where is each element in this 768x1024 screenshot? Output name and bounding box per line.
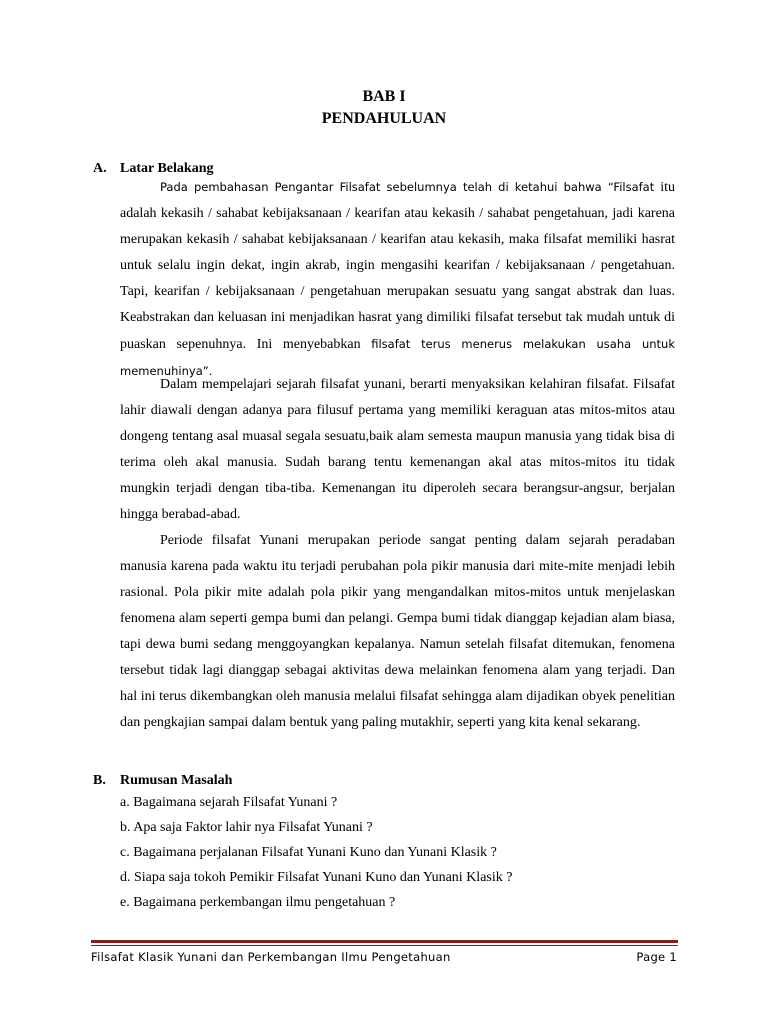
paragraph-1-intro: Pada pembahasan Pengantar Filsafat sebelumnya telah di ketahui bahwa “Filsafat — [160, 180, 655, 194]
list-item: b. Apa saja Faktor lahir nya Filsafat Yunani ? — [120, 820, 373, 835]
footer-page-number: Page 1 — [636, 950, 677, 964]
paragraph-1-body: itu adalah kekasih / sahabat kebijaksanaan / kearifan atau kekasih / sahabat pengetahuan, jadi karena merupakan kekasih / sahabat kebijaksanaan / kearifan atau kekasih, maka filsafat memiliki hasrat untuk selalu ingin dekat, ingin akrab, ingin mengasihi kearifan / kebijaksanaan / pengetahuan. Tapi, kearifan / kebijaksanaan / pengetahuan merupakan sesuatu yang sangat abstrak dan luas. Keabstrakan dan keluasan ini menjadikan hasrat yang dimiliki filsafat tersebut tak mudah untuk di puaskan sepenuhnya. Ini menyebabkan — [120, 180, 675, 352]
section-b-title: Rumusan Masalah — [120, 773, 233, 788]
list-item: e. Bagaimana perkembangan ilmu pengetahuan ? — [120, 895, 396, 910]
paragraph-3: Periode filsafat Yunani merupakan periode sangat penting dalam sejarah peradaban manusia karena pada waktu itu terjadi perubahan pola pikir manusia dari mite-mite menjadi lebih rasional. Pola pikir mite adalah pola pikir yang mengandalkan mitos-mitos untuk menjelaskan fenomena alam seperti gempa bumi dan pelangi. Gempa bumi tidak dianggap kejadian alam biasa, tapi dewa bumi sedang menggoyangkan kepalanya. Namun setelah filsafat ditemukan, fenomena tersebut tidak lagi dianggap sebagai aktivitas dewa melainkan fenomena alam yang terjadi. Dan hal ini terus dikembangkan oleh manusia melalui filsafat sehingga alam dijadikan obyek penelitian dan pengkajian sampai dalam bentuk yang paling mutakhir, seperti yang kita kenal sekarang. — [120, 533, 675, 730]
footer-document-title: Filsafat Klasik Yunani dan Perkembangan Ilmu Pengetahuan — [91, 950, 451, 964]
list-item: c. Bagaimana perjalanan Filsafat Yunani Kuno dan Yunani Klasik ? — [120, 845, 497, 860]
paragraph-1 — [120, 174, 675, 385]
section-b-letter: B. — [93, 773, 106, 788]
section-a-title: Latar Belakang — [120, 161, 214, 176]
paragraph-1-closing: filsafat terus menerus melakukan usaha untuk memenuhinya”. — [120, 337, 675, 378]
paragraph-2: Dalam mempelajari sejarah filsafat yunani, berarti menyaksikan kelahiran filsafat. Filsafat lahir diawali dengan adanya para filusuf pertama yang memiliki keraguan atas mitos-mitos atau dongeng tentang asal muasal segala sesuatu,baik alam semesta maupun manusia yang tidak bisa di terima oleh akal manusia. Sudah barang tentu kemenangan akal atas mitos-mitos itu tidak mungkin terjadi dengan tiba-tiba. Kemenangan itu diperoleh secara berangsur-angsur, berjalan hingga berabad-abad. — [120, 377, 675, 522]
chapter-number: BAB I — [362, 88, 406, 105]
footer-divider-thin — [91, 945, 678, 946]
section-a-letter: A. — [93, 161, 107, 176]
question-list — [120, 790, 680, 915]
list-item: a. Bagaimana sejarah Filsafat Yunani ? — [120, 795, 338, 810]
section-b-heading — [93, 772, 232, 790]
list-item: d. Siapa saja tokoh Pemikir Filsafat Yunani Kuno dan Yunani Klasik ? — [120, 870, 513, 885]
footer-divider-thick — [91, 940, 678, 943]
chapter-title: PENDAHULUAN — [321, 110, 447, 127]
